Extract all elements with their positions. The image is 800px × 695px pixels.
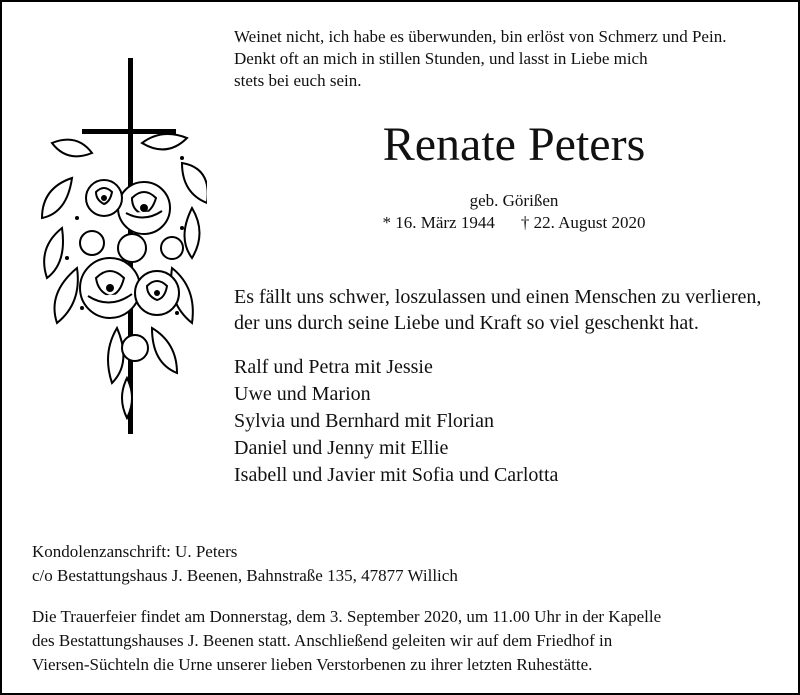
birth-name: geb. Görißen [469, 191, 559, 210]
mourner: Sylvia und Bernhard mit Florian [234, 410, 494, 432]
condolence-line: Kondolenzanschrift: U. Peters [32, 542, 238, 561]
message-line: Es fällt uns schwer, loszulassen und einen Menschen zu verlieren, [234, 286, 762, 308]
mourner: Isabell und Javier mit Sofia und Carlotta [234, 464, 559, 486]
ceremony-line: des Bestattungshauses J. Beenen statt. Anschließend geleiten wir auf dem Friedhof in [32, 631, 613, 650]
death-date: † 22. August 2020 [520, 213, 646, 232]
poem [234, 26, 774, 92]
condolence-address [32, 540, 772, 588]
mourner: Ralf und Petra mit Jessie [234, 356, 433, 378]
ceremony-info [32, 605, 792, 677]
birth-date: * 16. März 1944 [382, 213, 495, 232]
deceased-name: Renate Peters [382, 118, 646, 171]
farewell-message [234, 284, 794, 336]
message-line: der uns durch seine Liebe und Kraft so viel geschenkt hat. [234, 312, 699, 334]
poem-line: stets bei euch sein. [234, 71, 362, 90]
mourners-list [234, 354, 794, 489]
ceremony-line: Die Trauerfeier findet am Donnerstag, dem 3. September 2020, um 11.00 Uhr in der Kapelle [32, 607, 662, 626]
ceremony-line: Viersen-Süchteln die Urne unserer lieben Verstorbenen zu ihrer letzten Ruhestätte. [32, 655, 593, 674]
poem-line: Weinet nicht, ich habe es überwunden, bin erlöst von Schmerz und Pein. [234, 27, 727, 46]
mourner: Uwe und Marion [234, 383, 371, 405]
mourner: Daniel und Jenny mit Ellie [234, 437, 449, 459]
condolence-line: c/o Bestattungshaus J. Beenen, Bahnstraße 135, 47877 Willich [32, 566, 458, 585]
cross-with-roses-icon [32, 58, 207, 434]
poem-line: Denkt oft an mich in stillen Stunden, und lasst in Liebe mich [234, 49, 648, 68]
life-dates [234, 212, 794, 234]
